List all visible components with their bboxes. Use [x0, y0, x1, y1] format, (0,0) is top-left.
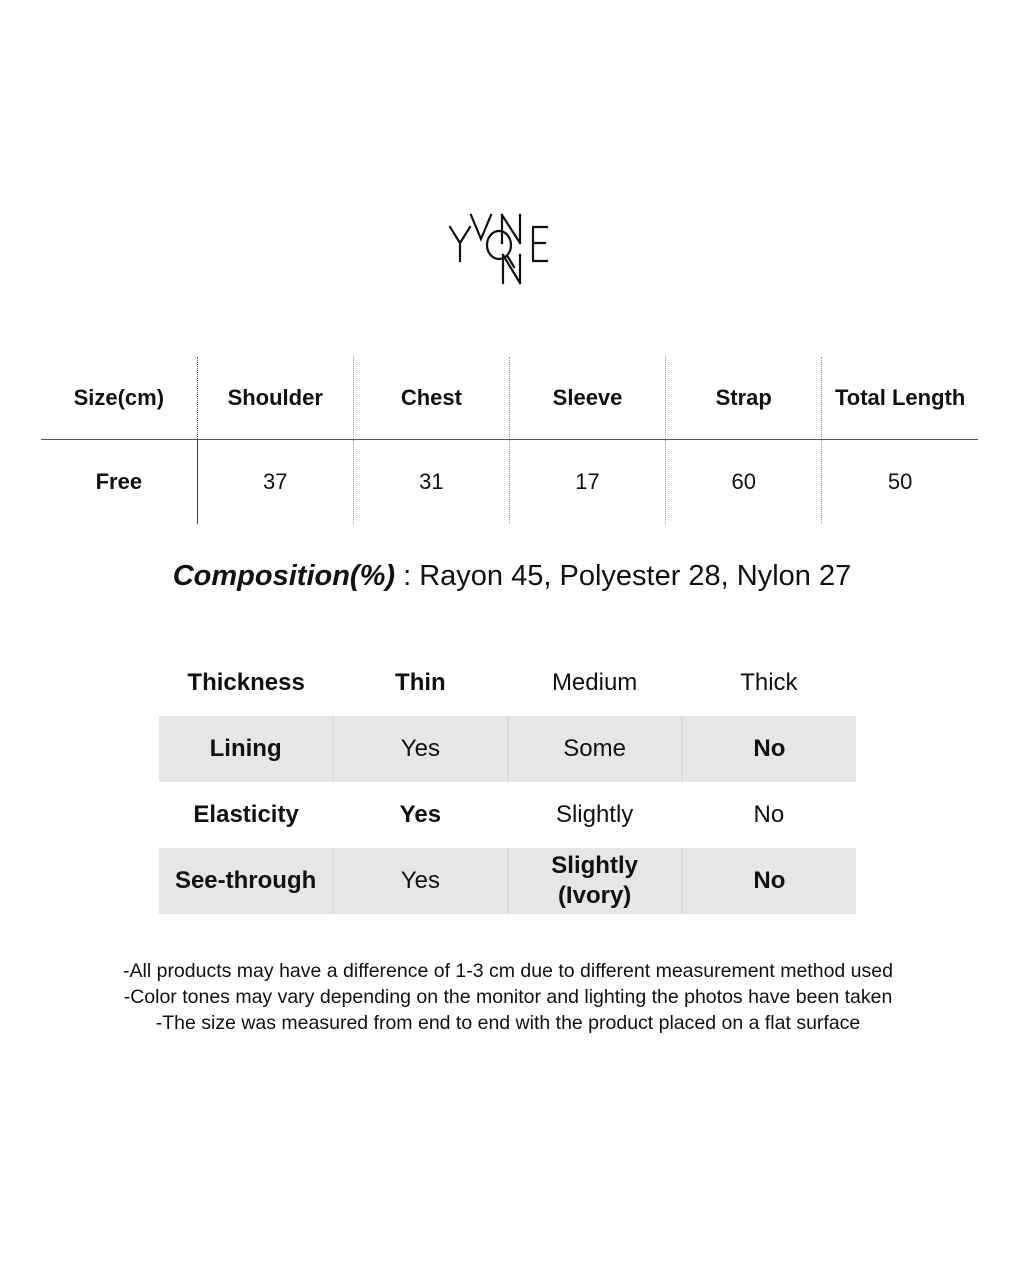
fabric-label-thickness: Thickness	[187, 669, 305, 696]
size-value-sleeve: 17	[509, 440, 665, 525]
size-table-header-row	[41, 357, 978, 440]
size-header-total-length: Total Length	[822, 357, 978, 440]
see-through-option-slightly: Slightly (Ivory)	[508, 848, 682, 914]
note-color-tones: -Color tones may vary depending on the monitor and lighting the photos have been taken	[123, 986, 893, 1008]
lining-option-some: Some	[508, 716, 682, 782]
fabric-label-lining: Lining	[159, 716, 333, 782]
elasticity-option-slightly: Slightly	[555, 801, 634, 828]
fabric-properties-table	[159, 650, 856, 914]
note-measurement: -All products may have a difference of 1-3 cm due to different measurement method used	[123, 960, 893, 982]
size-header-size: Size(cm)	[41, 357, 197, 440]
fabric-row-lining	[159, 716, 856, 782]
thickness-option-thin: Thin	[395, 669, 446, 696]
size-header-sleeve: Sleeve	[509, 357, 665, 440]
size-value-shoulder: 37	[197, 440, 353, 525]
notes-block	[0, 958, 1016, 1036]
size-header-chest: Chest	[353, 357, 509, 440]
composition-separator: :	[395, 560, 420, 592]
thickness-option-thick: Thick	[740, 669, 798, 696]
brand-logo	[440, 205, 580, 290]
fabric-row-thickness	[159, 650, 856, 716]
composition-label: Composition(%)	[172, 560, 396, 592]
composition-line	[0, 560, 1024, 593]
size-value-chest: 31	[353, 440, 509, 525]
lining-option-yes: Yes	[333, 716, 507, 782]
see-through-option-no: No	[682, 848, 856, 914]
elasticity-option-yes: Yes	[399, 801, 442, 828]
thickness-option-medium: Medium	[551, 669, 638, 696]
fabric-label-see-through: See-through	[159, 848, 333, 914]
note-size-method: -The size was measured from end to end with the product placed on a flat surface	[155, 1012, 861, 1034]
fabric-row-elasticity	[159, 782, 856, 848]
table-row	[41, 440, 978, 525]
fabric-label-elasticity: Elasticity	[193, 801, 299, 828]
size-value-strap: 60	[666, 440, 822, 525]
size-header-shoulder: Shoulder	[197, 357, 353, 440]
lining-option-no: No	[682, 716, 856, 782]
composition-value: Rayon 45, Polyester 28, Nylon 27	[419, 560, 852, 592]
fabric-row-see-through	[159, 848, 856, 914]
size-header-strap: Strap	[666, 357, 822, 440]
elasticity-option-no: No	[753, 801, 785, 828]
size-table	[41, 357, 978, 524]
see-through-option-yes: Yes	[333, 848, 507, 914]
size-value-total-length: 50	[822, 440, 978, 525]
size-value-size: Free	[41, 440, 197, 525]
